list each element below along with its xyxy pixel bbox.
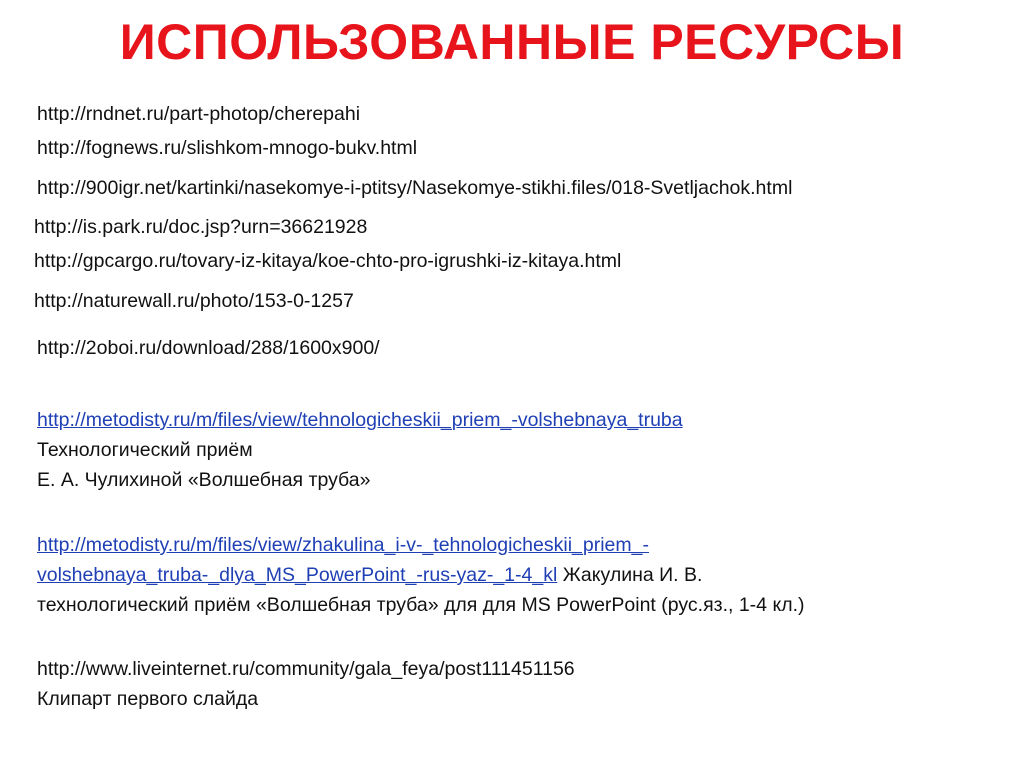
source-url-naturewall: http://naturewall.ru/photo/153-0-1257	[34, 290, 354, 312]
source-url-park: http://is.park.ru/doc.jsp?urn=36621928	[34, 216, 368, 238]
resource2-link-part1[interactable]: http://metodisty.ru/m/files/view/zhakulina_i-v-_tehnologicheskii_priem_-	[37, 534, 649, 556]
source-url-900igr: http://900igr.net/kartinki/nasekomye-i-ptitsy/Nasekomye-stikhi.files/018-Svetljachok.html	[37, 177, 793, 199]
resource2-link-row-2	[37, 561, 702, 589]
resource3-url: http://www.liveinternet.ru/community/gala_feya/post111451156	[37, 658, 575, 680]
source-url-gpcargo: http://gpcargo.ru/tovary-iz-kitaya/koe-chto-pro-igrushki-iz-kitaya.html	[34, 250, 622, 272]
slide-title: ИСПОЛЬЗОВАННЫЕ РЕСУРСЫ	[119, 14, 905, 70]
resource2-link-part2[interactable]: volshebnaya_truba-_dlya_MS_PowerPoint_-rus-yaz-_1-4_kl	[37, 564, 558, 586]
resource1-desc1: Технологический приём	[37, 439, 253, 461]
resource2-author: Жакулина И. В.	[557, 564, 703, 586]
source-url-cherepahi: http://rndnet.ru/part-photop/cherepahi	[37, 103, 361, 125]
resource3-desc: Клипарт первого слайда	[37, 688, 259, 710]
resource1-desc2: Е. А. Чулихиной «Волшебная труба»	[37, 469, 371, 491]
resource1-link-row	[37, 406, 683, 434]
resource1-link[interactable]: http://metodisty.ru/m/files/view/tehnologicheskii_priem_-volshebnaya_truba	[37, 409, 683, 431]
source-url-2oboi: http://2oboi.ru/download/288/1600x900/	[37, 337, 380, 359]
resource2-desc: технологический приём «Волшебная труба» для для MS PowerPoint (рус.яз., 1-4 кл.)	[37, 594, 805, 616]
source-url-fognews: http://fognews.ru/slishkom-mnogo-bukv.html	[37, 137, 418, 159]
resource2-link-row-1	[37, 531, 649, 559]
